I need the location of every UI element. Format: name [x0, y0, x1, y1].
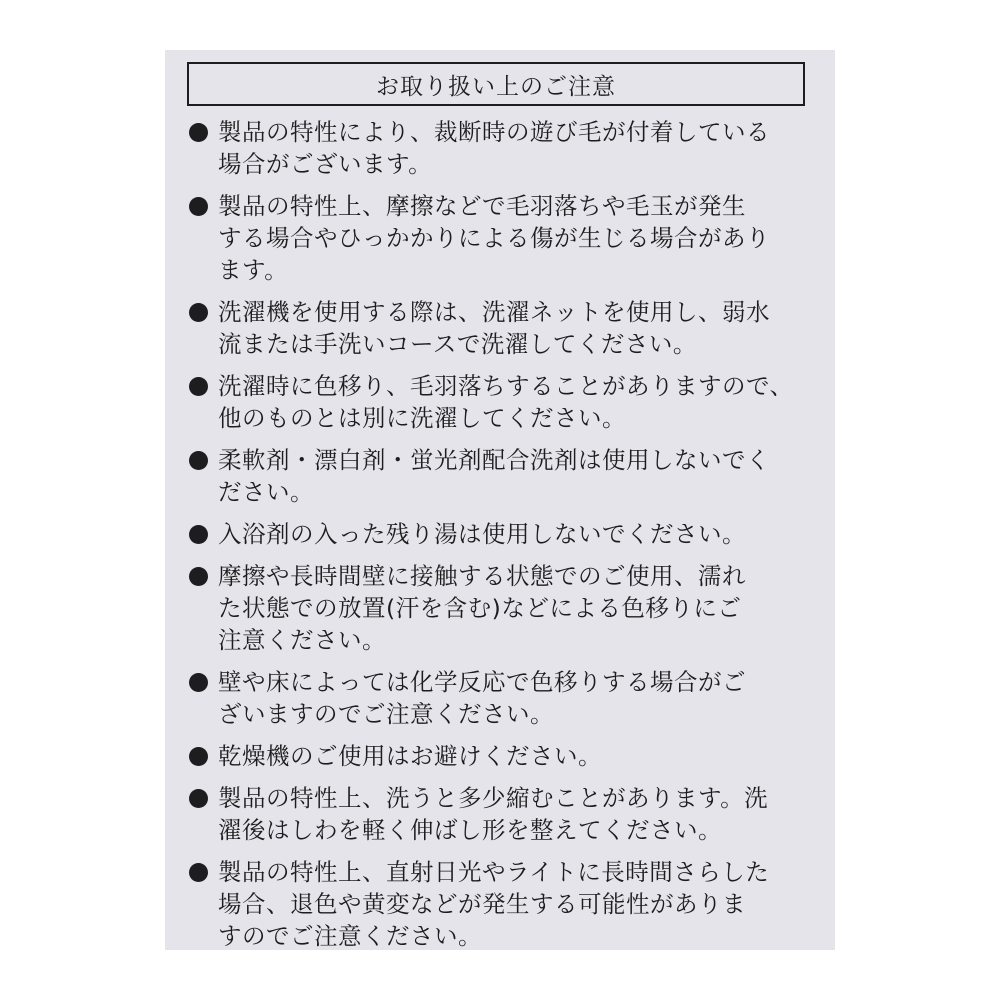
- bullet-icon: [189, 747, 208, 766]
- bullet-icon: [189, 525, 208, 544]
- caution-item: [187, 856, 812, 952]
- caution-item: [187, 560, 812, 656]
- caution-item: [187, 518, 812, 550]
- bullet-icon: [189, 377, 208, 396]
- care-instructions-card: [165, 50, 835, 950]
- notice-title: お取り扱い上のご注意: [187, 62, 805, 106]
- bullet-icon: [189, 451, 208, 470]
- caution-text: 製品の特性上、摩擦などで毛羽落ちや毛玉が発生 する場合やひっかかりによる傷が生じる場合があり ます。: [218, 192, 770, 284]
- caution-text: 製品の特性上、直射日光やライトに長時間さらした 場合、退色や黄変などが発生する可能性がありま すのでご注意ください。: [218, 858, 770, 950]
- bullet-icon: [189, 303, 208, 322]
- caution-item: [187, 782, 812, 846]
- caution-text: 壁や床によっては化学反応で色移りする場合がご ざいますのでご注意ください。: [218, 668, 746, 728]
- caution-item: [187, 296, 812, 360]
- caution-text: 乾燥機のご使用はお避けください。: [218, 742, 602, 770]
- caution-text: 洗濯機を使用する際は、洗濯ネットを使用し、弱水 流または手洗いコースで洗濯してください。: [218, 298, 770, 358]
- bullet-icon: [189, 789, 208, 808]
- caution-text: 洗濯時に色移り、毛羽落ちすることがありますので、 他のものとは別に洗濯してください。: [218, 372, 794, 432]
- bullet-icon: [189, 673, 208, 692]
- bullet-icon: [189, 567, 208, 586]
- caution-item: [187, 444, 812, 508]
- caution-text: 製品の特性により、裁断時の遊び毛が付着している 場合がございます。: [218, 118, 770, 178]
- caution-text: 入浴剤の入った残り湯は使用しないでください。: [218, 520, 746, 548]
- caution-text: 柔軟剤・漂白剤・蛍光剤配合洗剤は使用しないでく ださい。: [218, 446, 770, 506]
- caution-item: [187, 370, 812, 434]
- caution-list: [187, 116, 812, 962]
- caution-text: 摩擦や長時間壁に接触する状態でのご使用、濡れ た状態での放置(汗を含む)などによる色移りにご 注意ください。: [218, 562, 746, 654]
- caution-item: [187, 190, 812, 286]
- caution-text: 製品の特性上、洗うと多少縮むことがあります。洗 濯後はしわを軽く伸ばし形を整えてください。: [218, 784, 769, 844]
- caution-item: [187, 740, 812, 772]
- caution-item: [187, 666, 812, 730]
- caution-item: [187, 116, 812, 180]
- bullet-icon: [189, 123, 208, 142]
- bullet-icon: [189, 197, 208, 216]
- bullet-icon: [189, 863, 208, 882]
